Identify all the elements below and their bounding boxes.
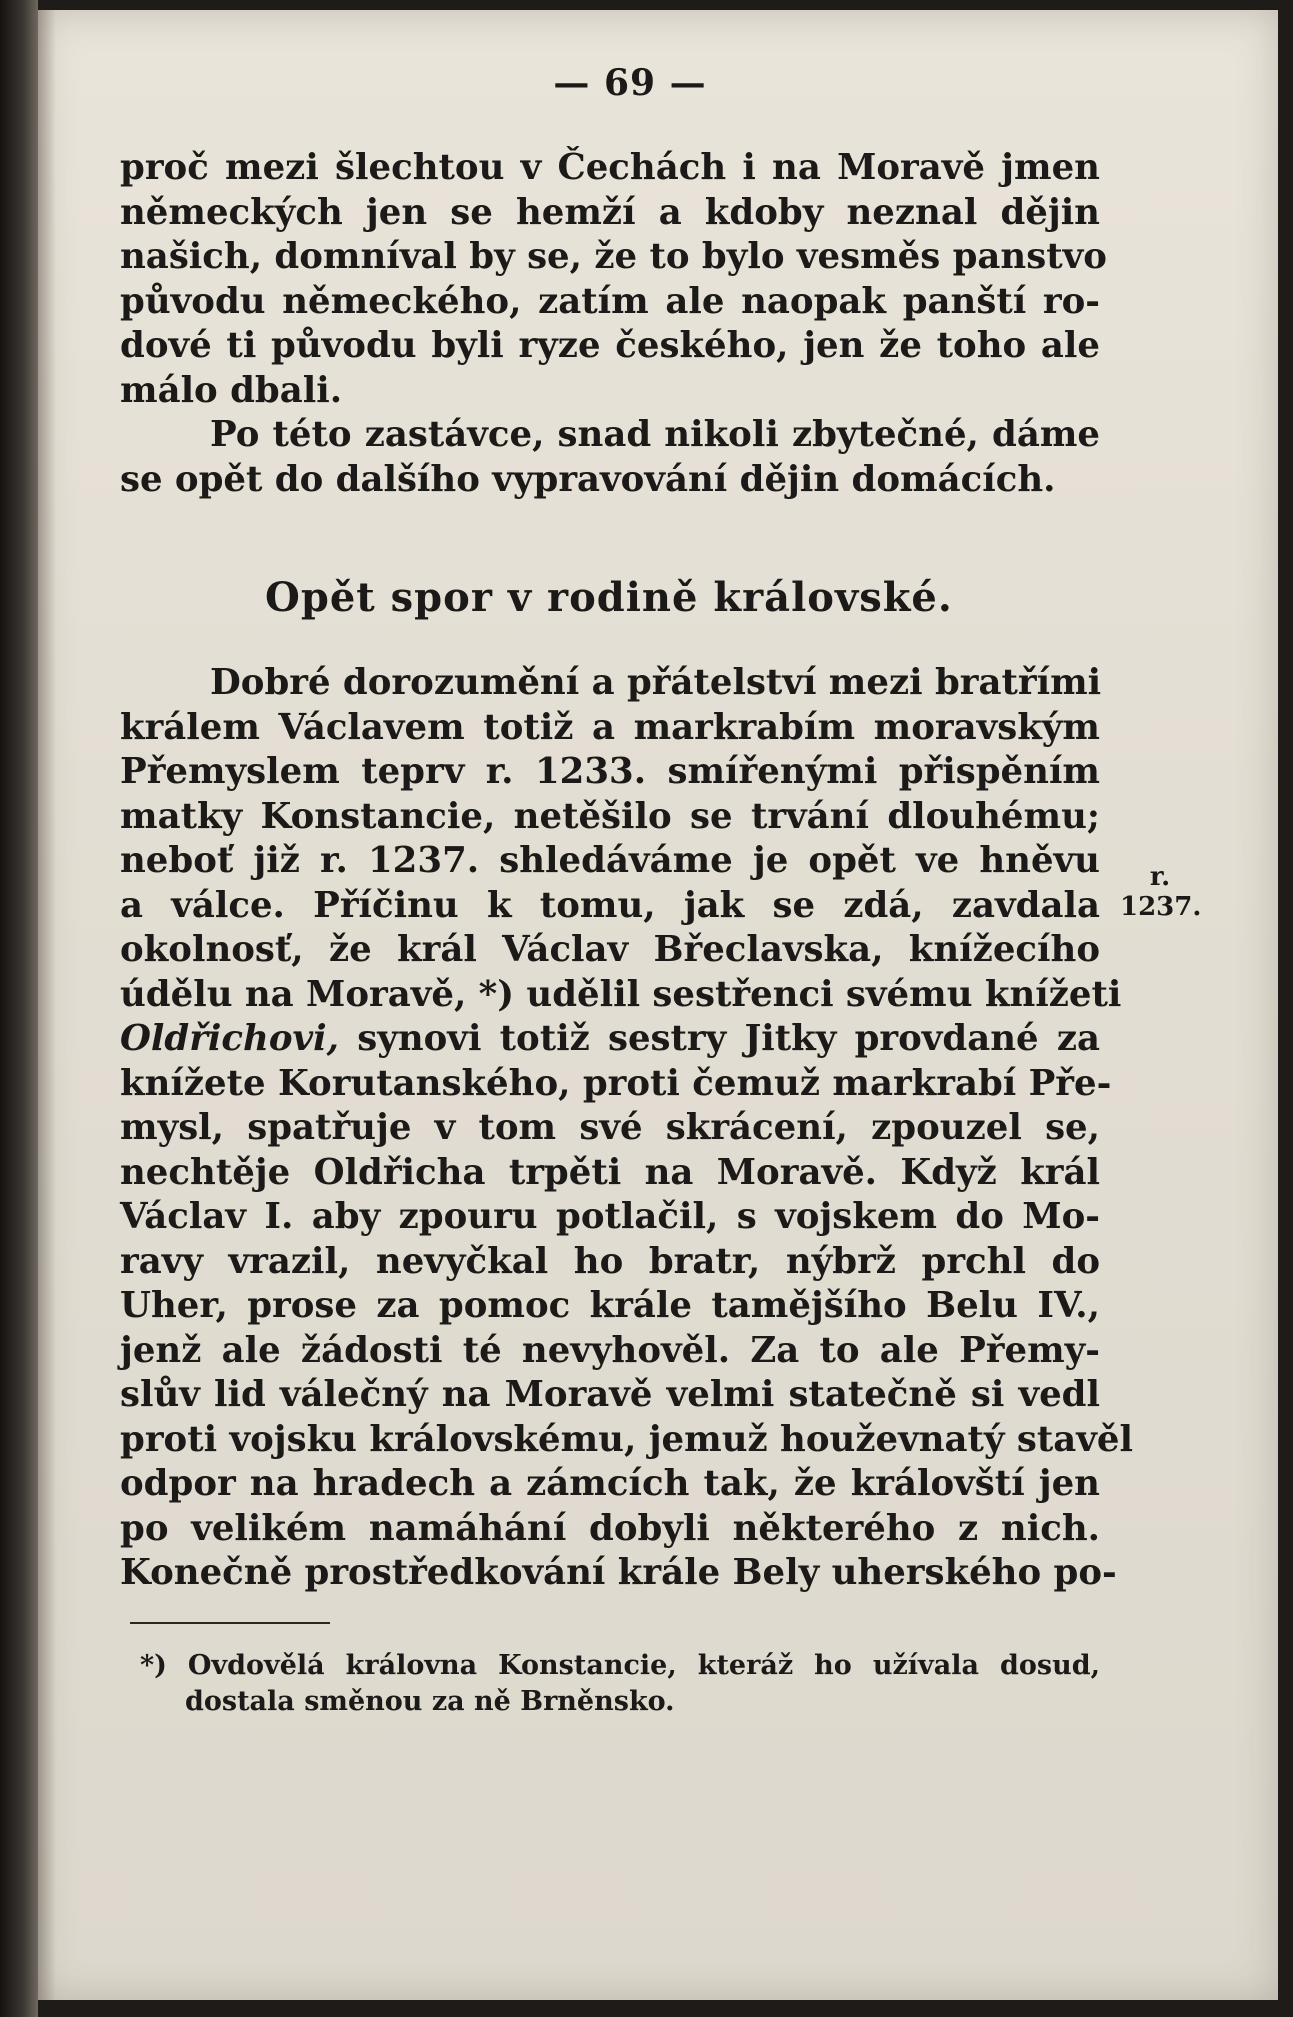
text-line: se opět do dalšího vypravování dějin domácích.: [120, 458, 1056, 500]
footnote-line-2: dostala směnou za ně Brněnsko.: [185, 1685, 675, 1717]
text-line: mysl, spatřuje v tom své skrácení, zpouzel se,: [120, 1107, 1100, 1148]
text-line: odpor na hradech a zámcích tak, že královští jen: [120, 1463, 1100, 1504]
text-line: proč mezi šlechtou v Čechách i na Moravě jmen: [120, 147, 1100, 188]
text-line: a válce. Příčinu k tomu, jak se zdá, zavdala: [120, 884, 1100, 926]
text-line: králem Václavem totiž a markrabím moravským: [120, 706, 1100, 748]
text-line: Uher, prose za pomoc krále tamějšího Belu IV.,: [120, 1285, 1100, 1326]
page-number: — 69 —: [553, 62, 707, 104]
text-line: Václav I. aby zpouru potlačil, s vojskem do Mo-: [120, 1196, 1100, 1237]
book-spine-edge: [0, 0, 38, 2017]
text-line: málo dbali.: [120, 369, 343, 411]
text-line-with-italic: [120, 1017, 1100, 1062]
text-line: jenž ale žádosti té nevyhověl. Za to ale Přemy-: [120, 1329, 1100, 1371]
text-line: údělu na Moravě, *) udělil sestřenci svému knížeti: [120, 973, 1122, 1015]
text-line: nechtěje Oldřicha trpěti na Moravě. Když král: [120, 1151, 1100, 1193]
intro-paragraph: [120, 146, 1107, 413]
text-line: slův lid válečný na Moravě velmi statečně si vedl: [120, 1374, 1100, 1415]
text-line: neboť již r. 1237. shledáváme je opět ve hněvu: [120, 840, 1100, 881]
section-paragraph: [120, 661, 1133, 1596]
text-line: našich, domníval by se, že to bylo vesměs panstvo: [120, 236, 1107, 277]
marginal-note-line-1: r.: [1149, 862, 1171, 892]
footnote-line-1: *) Ovdovělá královna Konstancie, kteráž ho užívala dosud,: [140, 1649, 1100, 1681]
text-line: po velikém namáhání dobyli některého z nich.: [120, 1507, 1100, 1549]
section-heading: Opět spor v rodině královské.: [265, 574, 953, 621]
text-line: Přemyslem teprv r. 1233. smířenými přispěním: [120, 751, 1100, 792]
text-line: původu německého, zatím ale naopak panští ro-: [120, 280, 1100, 322]
text-line: knížete Korutanského, proti čemuž markrabí Pře-: [120, 1062, 1112, 1104]
text-line: německých jen se hemží a kdoby neznal dějin: [120, 191, 1100, 233]
text-line: dové ti původu byli ryze českého, jen že toho ale: [120, 325, 1100, 366]
text-line: Konečně prostředkování krále Bely uherského po-: [120, 1552, 1117, 1593]
italic-name: Oldřichovi,: [120, 1018, 339, 1059]
text-line: Dobré dorozumění a přátelství mezi bratřími: [210, 662, 1102, 703]
italic-line-rest: synovi totiž sestry Jitky provdané za: [339, 1018, 1100, 1059]
second-paragraph: [120, 413, 1100, 502]
text-line: ravy vrazil, nevyčkal ho bratr, nýbrž prchl do: [120, 1240, 1100, 1282]
text-line: Po této zastávce, snad nikoli zbytečné, dáme: [210, 414, 1100, 455]
footnote: [140, 1648, 1100, 1720]
marginal-year-note: [1120, 862, 1200, 922]
marginal-note-line-2: 1237.: [1120, 892, 1202, 922]
text-line: okolnosť, že král Václav Břeclavska, knížecího: [120, 929, 1100, 970]
text-line: proti vojsku královskému, jemuž houževnatý stavěl: [120, 1418, 1133, 1460]
page-text-block: [120, 62, 1133, 1720]
gutter-shadow: [38, 10, 56, 2000]
text-line: matky Konstancie, netěšilo se trvání dlouhému;: [120, 795, 1100, 837]
footnote-divider: [130, 1622, 330, 1624]
